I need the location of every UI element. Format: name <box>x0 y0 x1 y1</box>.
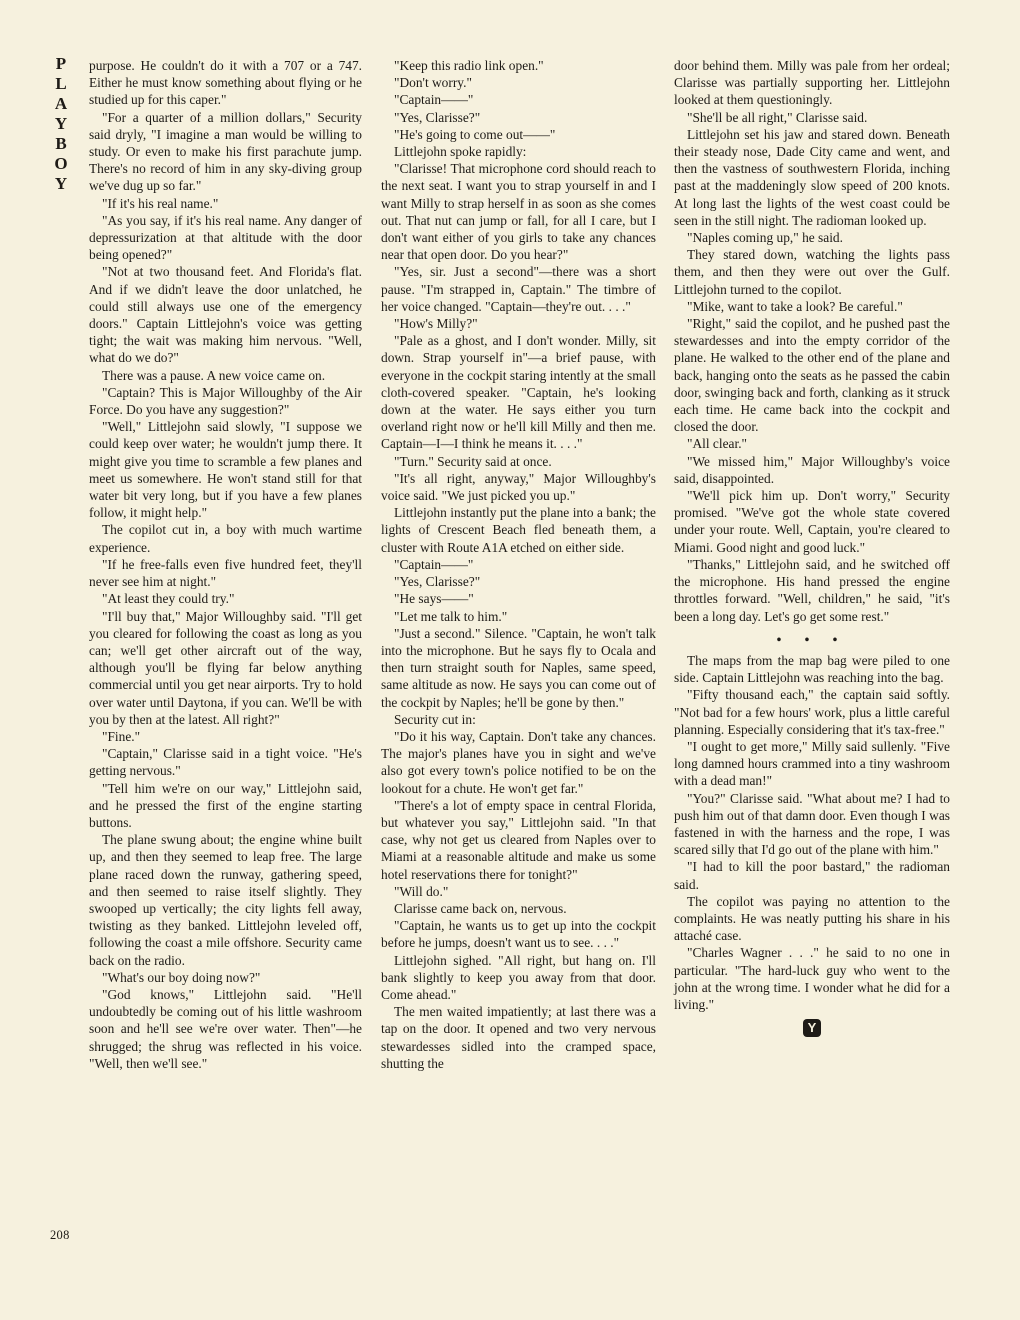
paragraph: The men waited impatiently; at last there was a tap on the door. It opened and two very nervous stewardesses sidled into the cramped space, shutting the <box>381 1004 656 1071</box>
paragraph: "What's our boy doing now?" <box>102 969 261 985</box>
paragraph: "If he free-falls even five hundred feet, they'll never see him at night." <box>89 556 362 590</box>
paragraph: "I'll buy that," Major Willoughby said. "I'll get you cleared for following the coast as long as you can; we'll get other aircraft out of the way, although you'll be flying far below anything commercial until you get near airports. Try to hold over water until Daytona, if you can. We'll be with you by then at the latest. All right?" <box>89 608 362 727</box>
paragraph: "Captain? This is Major Willoughby of the Air Force. Do you have any suggestion?" <box>89 384 362 418</box>
paragraph: "How's Milly?" <box>394 316 478 332</box>
end-mark-icon: Y <box>803 1019 821 1037</box>
paragraph: "It's all right, anyway," Major Willoughby's voice said. "We just picked you up." <box>381 470 656 504</box>
paragraph: "Fifty thousand each," the captain said softly. "Not bad for a few hours' work, plus a little careful planning. Especially considering that it's tax-free." <box>674 687 950 737</box>
paragraph: "Fine." <box>102 728 141 744</box>
masthead-letter: A <box>54 94 68 113</box>
paragraph: "Let me talk to him." <box>394 608 508 624</box>
paragraph: The maps from the map bag were piled to one side. Captain Littlejohn was reaching into the bag. <box>674 652 950 686</box>
paragraph: Littlejohn set his jaw and stared down. Beneath their steady nose, Dade City came and went, and then the vastness of southwestern Florida, inching past at the maddeningly slow speed of 200 knots. At long last the lights of the west coast could be seen in the still night. The radioman looked up. <box>674 126 950 228</box>
paragraph: The copilot was paying no attention to the complaints. He was neatly putting his share in his attaché case. <box>674 893 950 944</box>
paragraph: "For a quarter of a million dollars," Security said dryly, "I imagine a man would be willing to study. Or even to make his first parachute jump. There's no record of him in any sky-diving group we've dug up so far." <box>89 109 362 194</box>
paragraph: "As you say, if it's his real name. Any danger of depressurization at that altitude with the door being opened?" <box>89 212 362 263</box>
paragraph: door behind them. Milly was pale from her ordeal; Clarisse was partially supporting her. Littlejohn looked at them questioningly. <box>674 58 950 108</box>
paragraph: "There's a lot of empty space in central Florida, but whatever you say," Littlejohn said. "In that case, why not get us cleared from Naples over to Miami at a reasonable altitude and make us some hotel reservations there for tonight?" <box>381 797 656 882</box>
paragraph: "Clarisse! That microphone cord should reach to the next seat. I want you to strap yourself in and I want Milly to strap herself in as soon as she comes out. That nut can jump or fall, for all I care, but I don't want either of you girls to take any chances near that open door. Do you hear?" <box>381 161 656 263</box>
paragraph: "All clear." <box>687 436 748 452</box>
paragraph: "Captain——" <box>394 92 474 108</box>
paragraph: "I had to kill the poor bastard," the radioman said. <box>674 859 950 892</box>
paragraph: "We'll pick him up. Don't worry," Security promised. "We've got the whole state covered under your route. Well, Captain, you're cleared to Miami. Good night and good luck." <box>674 488 950 555</box>
paragraph: "Captain," Clarisse said in a tight voice. "He's getting nervous." <box>89 746 362 779</box>
paragraph: "Naples coming up," he said. <box>687 230 843 246</box>
masthead <box>50 54 72 194</box>
paragraph: "I ought to get more," Milly said sullenly. "Five long damned hours crammed into a tiny washroom with a dead man!" <box>674 738 950 789</box>
paragraph: Clarisse came back on, nervous. <box>394 900 567 916</box>
masthead-letter: P <box>55 54 67 73</box>
text-column-2 <box>381 57 656 1072</box>
masthead-letter: L <box>55 74 67 93</box>
paragraph: "At least they could try." <box>102 591 235 607</box>
paragraph: "He says——" <box>394 591 474 607</box>
paragraph: The copilot cut in, a boy with much wartime experience. <box>89 522 362 555</box>
paragraph: "Yes, Clarisse?" <box>394 574 481 590</box>
text-column-1 <box>89 57 362 1072</box>
text-column-3 <box>674 57 950 1037</box>
paragraph: Littlejohn spoke rapidly: <box>394 144 527 160</box>
paragraph: "Yes, Clarisse?" <box>394 109 481 125</box>
paragraph: "Mike, want to take a look? Be careful." <box>687 298 903 314</box>
paragraph: The plane swung about; the engine whine built up, and then they seemed to leap free. The large plane raced down the runway, gathering speed, and then seemed to raise itself slightly. They swooped up vertically; the city lights fell away, twisting as they banked. Littlejohn leveled off, following the coast a mile offshore. Security came back on the radio. <box>89 832 362 968</box>
paragraph: Security cut in: <box>394 711 476 727</box>
paragraph: "Captain, he wants us to get up into the cockpit before he jumps, doesn't want us to see. . . ." <box>381 918 656 951</box>
paragraph: "Captain——" <box>394 556 474 572</box>
paragraph: "He's going to come out——" <box>394 126 556 142</box>
paragraph: Littlejohn sighed. "All right, but hang on. I'll bank slightly to keep you away from that door. Come ahead." <box>381 952 656 1002</box>
paragraph: "Turn." Security said at once. <box>394 453 552 469</box>
masthead-letter: O <box>54 154 68 173</box>
paragraph: "Tell him we're on our way," Littlejohn said, and he pressed the first of the engine starting buttons. <box>89 780 362 830</box>
paragraph: "Charles Wagner . . ." he said to no one in particular. "The hard-luck guy who went to the john at the wrong time. I wonder what he did for a living." <box>674 945 950 1012</box>
paragraph: "You?" Clarisse said. "What about me? I had to push him out of that damn door. Even though I was fastened in with the harness and the rope, I was scared silly that I'd go out of the plane with him." <box>674 790 950 858</box>
masthead-letter: Y <box>54 114 68 133</box>
paragraph: "Do it his way, Captain. Don't take any chances. The major's planes have you in sight and we've also got every town's police notified to be on the lookout for a chute. He won't get far." <box>381 728 656 796</box>
paragraph: "Just a second." Silence. "Captain, he won't talk into the microphone. But he says fly to Ocala and then turn straight south for Naples, same speed, same altitude as now. He says you can come out of the cockpit by Naples; he'll be gone by then." <box>381 625 656 710</box>
paragraph: There was a pause. A new voice came on. <box>102 367 326 383</box>
masthead-letter: Y <box>54 174 68 193</box>
paragraph: "Thanks," Littlejohn said, and he switched off the microphone. His hand pressed the engine throttles forward. "Well, children," he said, "it's been a long day. Let's go get some rest." <box>674 556 950 624</box>
paragraph: purpose. He couldn't do it with a 707 or a 747. Either he must know something about flying or he studied up for this caper." <box>89 58 362 108</box>
paragraph: "Right," said the copilot, and he pushed past the stewardesses and into the empty corridor of the plane. He walked to the other end of the plane and back, hanging onto the seats as he passed the cabin door, swinging back and forth, clanking as it struck each time. He came back into the cockpit and closed the door. <box>674 316 950 435</box>
section-break: • • • <box>776 631 848 647</box>
paragraph: "We missed him," Major Willoughby's voice said, disappointed. <box>674 453 950 486</box>
paragraph: "If it's his real name." <box>102 195 219 211</box>
paragraph: Littlejohn instantly put the plane into a bank; the lights of Crescent Beach fled beneath them, a cluster with Route A1A etched on either side. <box>381 505 656 555</box>
paragraph: "God knows," Littlejohn said. "He'll undoubtedly be coming out of his little washroom soon and he'll see we're over water. Then"—he shrugged; the shrug was reflected in his voice. "Well, then we'll see." <box>89 986 362 1071</box>
paragraph: "Don't worry." <box>394 75 472 91</box>
masthead-letter: B <box>55 134 67 153</box>
paragraph: They stared down, watching the lights pass them, and then they were out over the Gulf. Littlejohn turned to the copilot. <box>674 247 950 297</box>
paragraph: "She'll be all right," Clarisse said. <box>687 109 868 125</box>
paragraph: "Well," Littlejohn said slowly, "I suppose we could keep over water; he wouldn't jump there. It might give you time to scramble a few planes and meet us somewhere. He won't stand still for that water bit very long, but if you have a few planes follow, it might help." <box>89 419 362 521</box>
page-number: 208 <box>50 1228 70 1242</box>
paragraph: "Pale as a ghost, and I don't wonder. Milly, sit down. Strap yourself in"—a brief pause, with everyone in the cockpit staring intently at the small cloth-covered speaker. "Captain, he's looking down at the water. He says either you turn overland right now or he'll kill Milly and then me. Captain—I—I think he means it. . . ." <box>381 333 656 452</box>
paragraph: "Yes, sir. Just a second"—there was a short pause. "I'm strapped in, Captain." The timbre of her voice changed. "Captain—they're out. . . ." <box>381 264 656 314</box>
paragraph: "Keep this radio link open." <box>394 58 544 73</box>
paragraph: "Not at two thousand feet. And Florida's flat. And if we didn't leave the door unlatched, he could still always use one of the emergency doors." Captain Littlejohn's voice was getting tight; the wait was making him nervous. "Well, what do we do?" <box>89 264 362 366</box>
paragraph: "Will do." <box>394 883 449 899</box>
